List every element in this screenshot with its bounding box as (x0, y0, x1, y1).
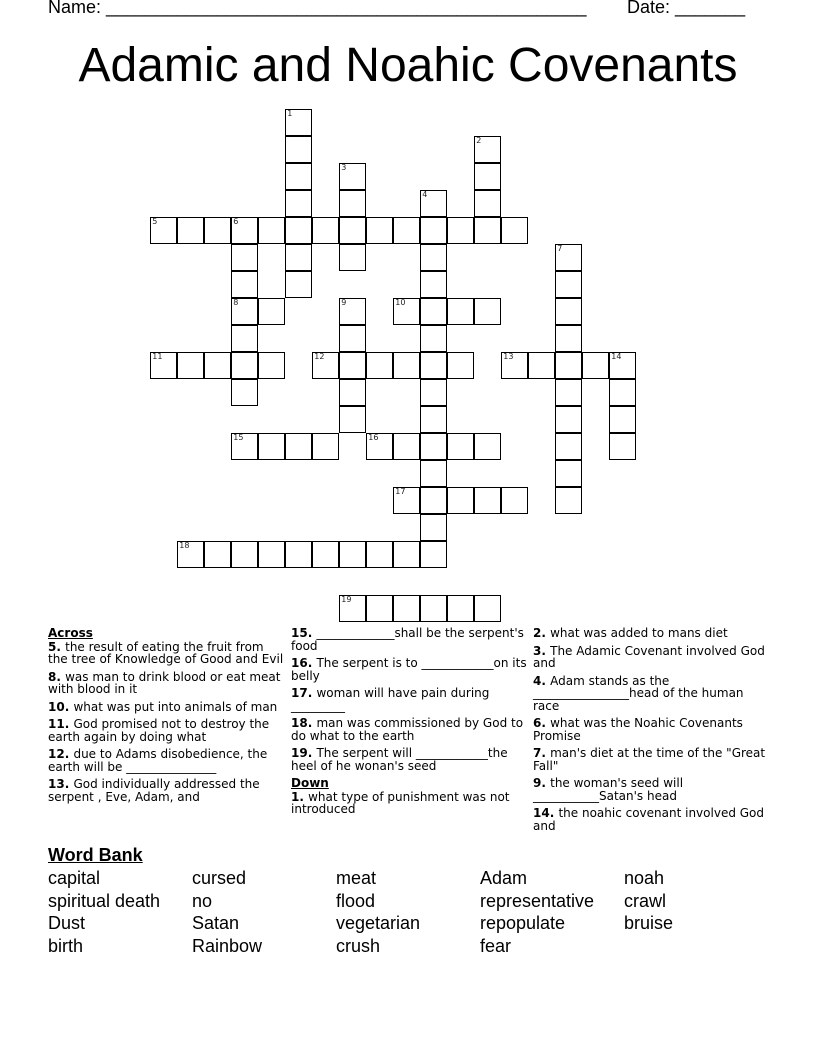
crossword-cell[interactable] (609, 406, 636, 433)
crossword-cell[interactable] (339, 217, 366, 244)
word-bank-item: repopulate (480, 913, 566, 934)
name-field[interactable]: Name: ________________________________________________ (48, 0, 587, 17)
page-title: Adamic and Noahic Covenants (78, 39, 738, 92)
down-clue: 4. Adam stands as the ________________head of the human race (533, 673, 744, 713)
across-clue: 17. woman will have pain during _________ (291, 686, 490, 713)
clue-text: what was the Noahic Covenants Promise (533, 716, 743, 743)
crossword-cell[interactable] (231, 217, 258, 244)
crossword-cell[interactable] (285, 433, 312, 460)
crossword-cell[interactable] (285, 244, 312, 271)
crossword-cell[interactable] (609, 433, 636, 460)
clue-number: 2 (476, 136, 482, 146)
across-clue: 18. man was commissioned by God to do what to the earth (291, 716, 524, 743)
clue-number: 11 (48, 717, 65, 731)
clue-number: 17 (291, 686, 308, 700)
crossword-cell[interactable] (420, 460, 447, 487)
crossword-cell[interactable] (285, 163, 312, 190)
crossword-cell[interactable] (339, 163, 366, 190)
crossword-cell[interactable] (312, 541, 339, 568)
crossword-cell[interactable] (447, 487, 474, 514)
crossword-cell[interactable] (366, 541, 393, 568)
word-bank-item: Adam (480, 868, 528, 888)
crossword-cell[interactable] (312, 217, 339, 244)
across-clue: 8. was man to drink blood or eat meat with blood in it (48, 669, 281, 696)
crossword-cell[interactable] (555, 352, 582, 379)
clue-number: 7 (533, 746, 542, 760)
crossword-cell[interactable] (609, 379, 636, 406)
word-bank-item: cursed (192, 868, 247, 888)
crossword-cell[interactable] (555, 487, 582, 514)
crossword-cell[interactable] (339, 190, 366, 217)
crossword-cell[interactable] (393, 298, 420, 325)
clue-number: 15 (233, 433, 244, 443)
crossword-cell[interactable] (420, 325, 447, 352)
across-clue: 5. the result of eating the fruit from the tree of Knowledge of Good and Evil (48, 639, 284, 666)
clue-text: was man to drink blood or eat meat with blood in it (48, 669, 281, 696)
crossword-cell[interactable] (285, 190, 312, 217)
word-bank-item: bruise (624, 913, 674, 934)
across-clue: 10. what was put into animals of man (48, 699, 278, 714)
crossword-cell[interactable] (258, 433, 285, 460)
clue-number: 4 (533, 673, 542, 688)
crossword-cell[interactable] (177, 217, 204, 244)
clue-number: 6 (533, 716, 542, 730)
word-bank-item: Dust (48, 913, 86, 934)
crossword-cell[interactable] (609, 352, 636, 379)
crossword-cell[interactable] (258, 541, 285, 568)
crossword-cell[interactable] (366, 352, 393, 379)
clue-number: 19 (291, 746, 308, 760)
crossword-cell[interactable] (420, 244, 447, 271)
crossword-cell[interactable] (420, 298, 447, 325)
down-clue: 2. what was added to mans diet (533, 626, 728, 640)
word-bank (48, 867, 768, 957)
down-clue: 1. what type of punishment was not introduced (291, 789, 510, 816)
crossword-cell[interactable] (420, 352, 447, 379)
crossword-cell[interactable] (366, 217, 393, 244)
clue-text: God individually addressed the serpent , Eve, Adam, and (48, 777, 260, 804)
crossword-cell[interactable] (393, 217, 420, 244)
word-bank-item: spiritual death (48, 890, 161, 911)
clue-number: 11 (152, 352, 163, 362)
clue-number: 18 (179, 541, 190, 551)
crossword-cell[interactable] (474, 190, 501, 217)
crossword-cell[interactable] (555, 433, 582, 460)
crossword-cell[interactable] (420, 514, 447, 541)
crossword-cell[interactable] (204, 352, 231, 379)
crossword-cell[interactable] (366, 595, 393, 622)
clue-number: 16 (368, 433, 379, 443)
clues-column-2 (291, 627, 529, 821)
crossword-cell[interactable] (231, 298, 258, 325)
crossword-cell[interactable] (177, 352, 204, 379)
clue-number: 1 (291, 789, 300, 804)
clue-number: 6 (233, 217, 239, 227)
crossword-cell[interactable] (258, 217, 285, 244)
word-bank-item: Satan (192, 913, 240, 934)
across-clue: 12. due to Adams disobedience, the earth will be _______________ (48, 747, 268, 774)
crossword-cell[interactable] (555, 244, 582, 271)
crossword-cell[interactable] (582, 352, 609, 379)
clue-text: what was put into animals of man (73, 699, 278, 714)
clue-text: woman will have pain during _________ (291, 686, 490, 713)
crossword-cell[interactable] (231, 325, 258, 352)
crossword-cell[interactable] (231, 271, 258, 298)
crossword-cell[interactable] (285, 271, 312, 298)
clue-number: 19 (341, 595, 352, 605)
crossword-cell[interactable] (555, 379, 582, 406)
crossword-cell[interactable] (339, 541, 366, 568)
word-bank-item: fear (480, 935, 512, 956)
across-heading: Across (48, 626, 93, 640)
clue-number: 10 (395, 298, 406, 308)
word-bank-item: Rainbow (192, 935, 263, 956)
clue-text: God promised not to destroy the earth again by doing what (48, 717, 270, 744)
crossword-cell[interactable] (231, 433, 258, 460)
crossword-cell[interactable] (339, 406, 366, 433)
crossword-cell[interactable] (474, 136, 501, 163)
crossword-cell[interactable] (393, 487, 420, 514)
crossword-cell[interactable] (447, 433, 474, 460)
clue-text: The Adamic Covenant involved God and (533, 643, 765, 670)
clue-text: man was commissioned by God to do what to the earth (291, 716, 524, 743)
crossword-cell[interactable] (204, 217, 231, 244)
clue-text: due to Adams disobedience, the earth will be _______________ (48, 747, 268, 774)
crossword-cell[interactable] (501, 217, 528, 244)
crossword-cell[interactable] (339, 298, 366, 325)
clue-number: 7 (557, 244, 563, 254)
crossword-cell[interactable] (420, 541, 447, 568)
word-bank-item: representative (480, 890, 595, 911)
crossword-cell[interactable] (474, 163, 501, 190)
word-bank-item: crawl (624, 890, 667, 911)
crossword-cell[interactable] (447, 352, 474, 379)
crossword-cell[interactable] (528, 352, 555, 379)
crossword-cell[interactable] (285, 109, 312, 136)
crossword-cell[interactable] (474, 217, 501, 244)
clue-text: The serpent is to ____________on its belly (291, 656, 527, 683)
down-clue: 6. what was the Noahic Covenants Promise (533, 716, 743, 743)
crossword-cell[interactable] (177, 541, 204, 568)
crossword-cell[interactable] (150, 217, 177, 244)
word-bank-item: capital (48, 868, 101, 888)
down-clue: 14. the noahic covenant involved God and (533, 806, 765, 833)
clue-number: 9 (341, 298, 347, 308)
crossword-cell[interactable] (555, 406, 582, 433)
crossword-cell[interactable] (501, 487, 528, 514)
clue-number: 15 (291, 626, 308, 640)
down-clue: 3. The Adamic Covenant involved God and (533, 643, 765, 670)
clue-number: 10 (48, 699, 65, 714)
clue-number: 16 (291, 656, 308, 670)
clue-number: 3 (341, 163, 347, 173)
clue-text: The serpent will ____________the heel of he wonan's seed (291, 746, 508, 773)
word-bank-item: meat (336, 868, 377, 888)
crossword-cell[interactable] (420, 595, 447, 622)
crossword-cell[interactable] (339, 352, 366, 379)
crossword-cell[interactable] (555, 271, 582, 298)
crossword-cell[interactable] (231, 244, 258, 271)
crossword-cell[interactable] (231, 379, 258, 406)
crossword-cell[interactable] (393, 595, 420, 622)
crossword-cell[interactable] (204, 541, 231, 568)
crossword-cell[interactable] (285, 541, 312, 568)
clue-number: 14 (611, 352, 622, 362)
clue-number: 9 (533, 776, 542, 790)
crossword-cell[interactable] (258, 352, 285, 379)
crossword-cell[interactable] (447, 595, 474, 622)
crossword-cell[interactable] (339, 595, 366, 622)
word-bank-item: flood (336, 890, 376, 911)
word-bank-item: noah (624, 868, 665, 888)
crossword-cell[interactable] (474, 595, 501, 622)
word-bank-item: crush (336, 935, 381, 956)
crossword-cell[interactable] (231, 541, 258, 568)
crossword-cell[interactable] (447, 217, 474, 244)
clue-number: 13 (48, 777, 65, 791)
crossword-cell[interactable] (285, 217, 312, 244)
crossword-cell[interactable] (231, 352, 258, 379)
across-clue: 11. God promised not to destroy the earth again by doing what (48, 717, 270, 744)
clue-text: what was added to mans diet (550, 626, 728, 640)
crossword-cell[interactable] (555, 298, 582, 325)
crossword-cell[interactable] (420, 379, 447, 406)
crossword-cell[interactable] (312, 352, 339, 379)
crossword-cell[interactable] (312, 433, 339, 460)
word-bank-item: vegetarian (336, 913, 421, 934)
crossword-cell[interactable] (285, 136, 312, 163)
down-clue: 9. the woman's seed will ___________Satan's head (533, 776, 684, 803)
clue-number: 13 (503, 352, 514, 362)
crossword-cell[interactable] (555, 460, 582, 487)
across-clue: 13. God individually addressed the serpent , Eve, Adam, and (48, 777, 260, 804)
clue-text: man's diet at the time of the "Great Fall" (533, 746, 766, 773)
crossword-cell[interactable] (420, 190, 447, 217)
word-bank-item: birth (48, 935, 84, 956)
down-clue: 7. man's diet at the time of the "Great Fall" (533, 746, 766, 773)
clue-text: the result of eating the fruit from the tree of Knowledge of Good and Evil (48, 639, 284, 666)
clue-number: 2 (533, 626, 542, 640)
clue-number: 4 (422, 190, 428, 200)
clue-number: 8 (233, 298, 239, 308)
clue-text: what type of punishment was not introduced (291, 789, 510, 816)
clue-number: 17 (395, 487, 406, 497)
clue-number: 12 (48, 747, 65, 761)
crossword-cell[interactable] (339, 244, 366, 271)
crossword-cell[interactable] (420, 406, 447, 433)
crossword-cell[interactable] (447, 298, 474, 325)
clue-text: the woman's seed will ___________Satan's head (533, 776, 684, 803)
crossword-cell[interactable] (501, 352, 528, 379)
across-clue: 16. The serpent is to ____________on its belly (291, 656, 527, 683)
crossword-cell[interactable] (150, 352, 177, 379)
clue-text: the noahic covenant involved God and (533, 806, 765, 833)
clue-text: Adam stands as the ________________head of the human race (533, 673, 744, 713)
clue-number: 5 (48, 639, 57, 654)
crossword-cell[interactable] (393, 433, 420, 460)
word-bank-title: Word Bank (48, 845, 143, 865)
across-clue: 19. The serpent will ____________the heel of he wonan's seed (291, 746, 508, 773)
crossword-cell[interactable] (339, 379, 366, 406)
crossword-cell[interactable] (366, 433, 393, 460)
crossword-cell[interactable] (258, 298, 285, 325)
clues-column-1 (48, 627, 286, 808)
crossword-cell[interactable] (474, 298, 501, 325)
across-clue: 15. _____________shall be the serpent's food (291, 626, 524, 653)
clue-number: 12 (314, 352, 325, 362)
crossword-cell[interactable] (420, 433, 447, 460)
word-bank-item: no (192, 890, 213, 911)
crossword-cell[interactable] (393, 352, 420, 379)
clue-text: _____________shall be the serpent's food (291, 626, 524, 653)
crossword-cell[interactable] (474, 433, 501, 460)
crossword-cell[interactable] (420, 217, 447, 244)
crossword-cell[interactable] (420, 487, 447, 514)
date-field[interactable]: Date: _______ (627, 0, 746, 17)
clue-number: 8 (48, 669, 57, 684)
clues-column-3 (533, 627, 771, 837)
clue-number: 1 (287, 109, 293, 119)
clue-number: 18 (291, 716, 308, 730)
down-heading: Down (291, 776, 329, 790)
crossword-cell[interactable] (474, 487, 501, 514)
crossword-cell[interactable] (339, 325, 366, 352)
crossword-cell[interactable] (420, 271, 447, 298)
clue-number: 3 (533, 643, 542, 658)
crossword-cell[interactable] (555, 325, 582, 352)
crossword-cell[interactable] (393, 541, 420, 568)
clue-number: 14 (533, 806, 550, 820)
clue-number: 5 (152, 217, 158, 227)
